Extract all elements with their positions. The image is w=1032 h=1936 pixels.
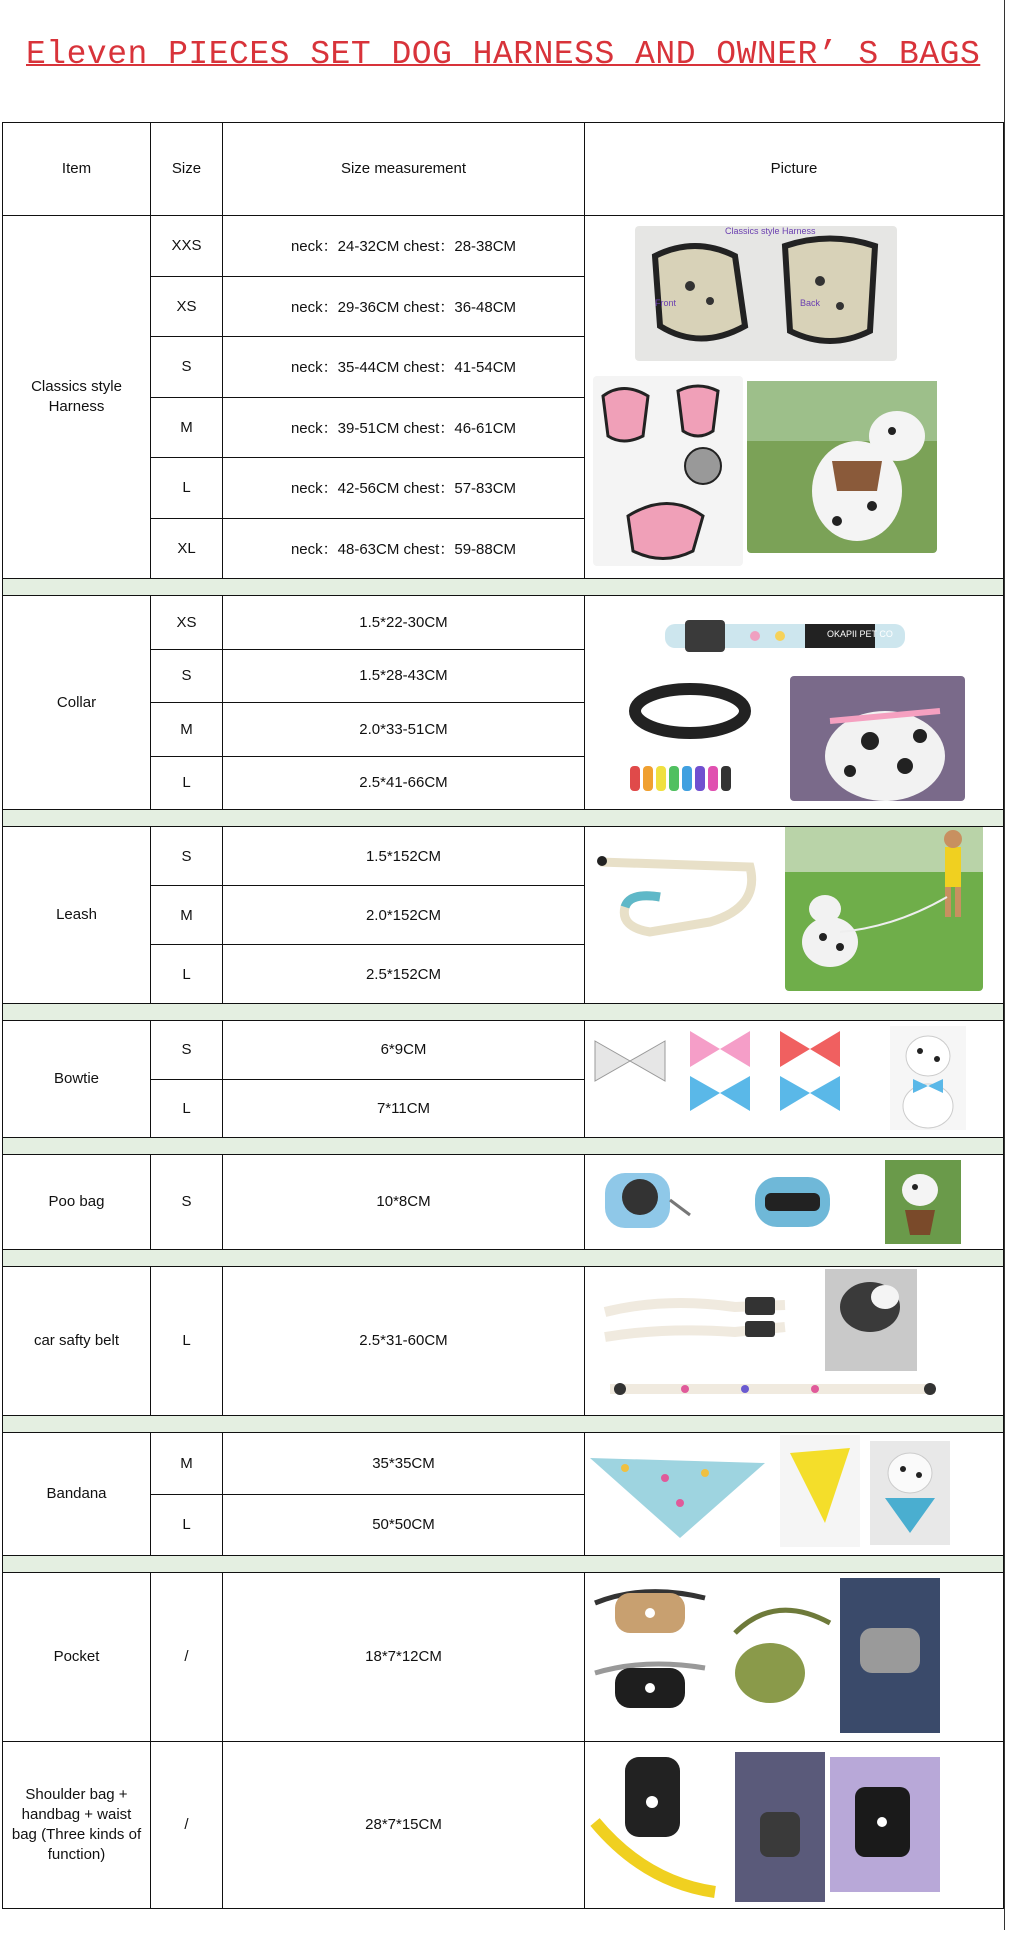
leash-measures <box>222 827 584 1003</box>
collar-dalmatian-photo <box>790 676 965 801</box>
section-divider <box>2 1004 1004 1020</box>
bowtie-sizes <box>150 1021 222 1137</box>
collar-measure-s: 1.5*28-43CM <box>223 649 584 703</box>
section-divider <box>2 810 1004 826</box>
bowtie-measure-s: 6*9CM <box>380 1041 427 1059</box>
leash-size-m: M <box>151 885 222 944</box>
table-header-row <box>2 122 1004 216</box>
leash-image <box>590 847 760 937</box>
bandana-item-name: Bandana <box>2 1433 150 1555</box>
pocket-item-name: Pocket <box>2 1573 150 1741</box>
harness-front-back-photo <box>635 226 897 361</box>
bowtie-size-l: L <box>151 1079 222 1138</box>
dalmatian-collar-image <box>790 676 965 801</box>
collar-row <box>2 595 1004 810</box>
shoulderbag-row <box>2 1742 1004 1909</box>
bowtie-image <box>585 1021 985 1135</box>
harness-pink-image <box>593 376 743 566</box>
carbelt-item-name: car safty belt <box>2 1267 150 1415</box>
section-divider <box>2 1416 1004 1432</box>
shoulderbag-size: / <box>150 1742 222 1908</box>
pocket-photos <box>584 1573 1004 1741</box>
collar-measure-xs: 1.5*22-30CM <box>359 613 448 631</box>
header-picture: Picture <box>584 123 1004 215</box>
bowtie-measure-l: 7*11CM <box>223 1079 584 1138</box>
carbelt-photos <box>584 1267 1004 1415</box>
carbelt-row <box>2 1266 1004 1416</box>
leash-size-s: S <box>181 847 192 865</box>
bandana-photos <box>584 1433 1004 1555</box>
car-safety-belt-image <box>585 1267 985 1413</box>
harness-measure-xxs: neck：24-32CM chest：28-38CM <box>290 238 517 256</box>
black-collar-image <box>625 676 755 796</box>
collar-black-photo <box>625 676 755 796</box>
harness-photo-caption: Classics style Harness <box>725 226 816 236</box>
poobag-size: S <box>150 1155 222 1249</box>
carbelt-size: L <box>150 1267 222 1415</box>
bandana-measure-m: 35*35CM <box>372 1454 435 1472</box>
harness-measure-xs: neck：29-36CM chest：36-48CM <box>223 276 584 337</box>
collar-size-xs: XS <box>176 613 197 631</box>
collar-measures <box>222 596 584 809</box>
harness-size-xs: XS <box>151 276 222 337</box>
poobag-image <box>585 1155 985 1247</box>
harness-back-label: Back <box>800 298 821 308</box>
page-title: Eleven PIECES SET DOG HARNESS AND OWNER’ S BAGS <box>26 36 981 73</box>
header-measurement: Size measurement <box>222 123 584 215</box>
poobag-row <box>2 1154 1004 1250</box>
collar-brand-text: OKAPII PET CO <box>827 629 893 639</box>
poobag-photos <box>584 1155 1004 1249</box>
dalmatian-harness-image <box>747 381 937 553</box>
leash-item-name: Leash <box>2 827 150 1003</box>
child-walking-dog-image <box>785 827 983 991</box>
bandana-measures <box>222 1433 584 1555</box>
leash-walk-photo <box>785 827 983 991</box>
harness-photos <box>584 216 1004 578</box>
bandana-size-l: L <box>151 1494 222 1556</box>
shoulderbag-item-name: Shoulder bag + handbag + waist bag (Three kinds of function) <box>2 1742 150 1908</box>
collar-measure-l: 2.5*41-66CM <box>223 756 584 810</box>
harness-item-name: Classics style Harness <box>2 216 150 578</box>
product-size-table <box>2 122 1004 1909</box>
collar-size-s: S <box>151 649 222 703</box>
harness-size-l: L <box>151 457 222 518</box>
harness-row <box>2 216 1004 579</box>
collar-measure-m: 2.0*33-51CM <box>223 702 584 756</box>
poobag-item-name: Poo bag <box>2 1155 150 1249</box>
page-right-border <box>1004 0 1005 1930</box>
leash-measure-m: 2.0*152CM <box>223 885 584 944</box>
pocket-image <box>585 1573 985 1739</box>
collar-patterned-photo <box>655 616 915 656</box>
bandana-row <box>2 1432 1004 1556</box>
bandana-image <box>585 1433 985 1553</box>
bowtie-photos <box>584 1021 1004 1137</box>
harness-measure-s: neck：35-44CM chest：41-54CM <box>223 336 584 397</box>
shoulderbag-measure: 28*7*15CM <box>222 1742 584 1908</box>
collar-size-l: L <box>151 756 222 810</box>
leash-size-l: L <box>151 944 222 1003</box>
harness-dalmatian-photo <box>747 381 937 553</box>
harness-size-xl: XL <box>151 518 222 579</box>
harness-size-s: S <box>151 336 222 397</box>
bandana-sizes <box>150 1433 222 1555</box>
harness-measures <box>222 216 584 578</box>
bowtie-item-name: Bowtie <box>2 1021 150 1137</box>
header-size: Size <box>150 123 222 215</box>
pocket-row <box>2 1572 1004 1742</box>
collar-item-name: Collar <box>2 596 150 809</box>
harness-measure-xl: neck：48-63CM chest：59-88CM <box>223 518 584 579</box>
section-divider <box>2 1250 1004 1266</box>
pocket-measure: 18*7*12CM <box>222 1573 584 1741</box>
carbelt-measure: 2.5*31-60CM <box>222 1267 584 1415</box>
harness-pink-collage <box>593 376 743 566</box>
bowtie-size-s: S <box>181 1041 192 1059</box>
collar-size-m: M <box>151 702 222 756</box>
leash-row <box>2 826 1004 1004</box>
collar-photos <box>584 596 1004 809</box>
harness-photo-image <box>635 226 897 361</box>
poobag-measure: 10*8CM <box>222 1155 584 1249</box>
harness-measure-m: neck：39-51CM chest：46-61CM <box>223 397 584 458</box>
header-item: Item <box>2 123 150 215</box>
bowtie-row <box>2 1020 1004 1138</box>
harness-size-m: M <box>151 397 222 458</box>
bandana-size-m: M <box>180 1454 193 1472</box>
harness-front-label: Front <box>655 298 677 308</box>
harness-measure-l: neck：42-56CM chest：57-83CM <box>223 457 584 518</box>
shoulderbag-photos <box>584 1742 1004 1908</box>
pocket-size: / <box>150 1573 222 1741</box>
leash-sizes <box>150 827 222 1003</box>
leash-product-photo <box>590 847 760 937</box>
leash-photos <box>584 827 1004 1003</box>
shoulderbag-image <box>585 1742 985 1906</box>
harness-size-xxs: XXS <box>171 237 202 255</box>
bowtie-measures <box>222 1021 584 1137</box>
section-divider <box>2 579 1004 595</box>
leash-measure-l: 2.5*152CM <box>223 944 584 1003</box>
leash-measure-s: 1.5*152CM <box>365 847 442 865</box>
section-divider <box>2 1138 1004 1154</box>
section-divider <box>2 1556 1004 1572</box>
collar-sizes <box>150 596 222 809</box>
harness-sizes <box>150 216 222 578</box>
bandana-measure-l: 50*50CM <box>223 1494 584 1556</box>
